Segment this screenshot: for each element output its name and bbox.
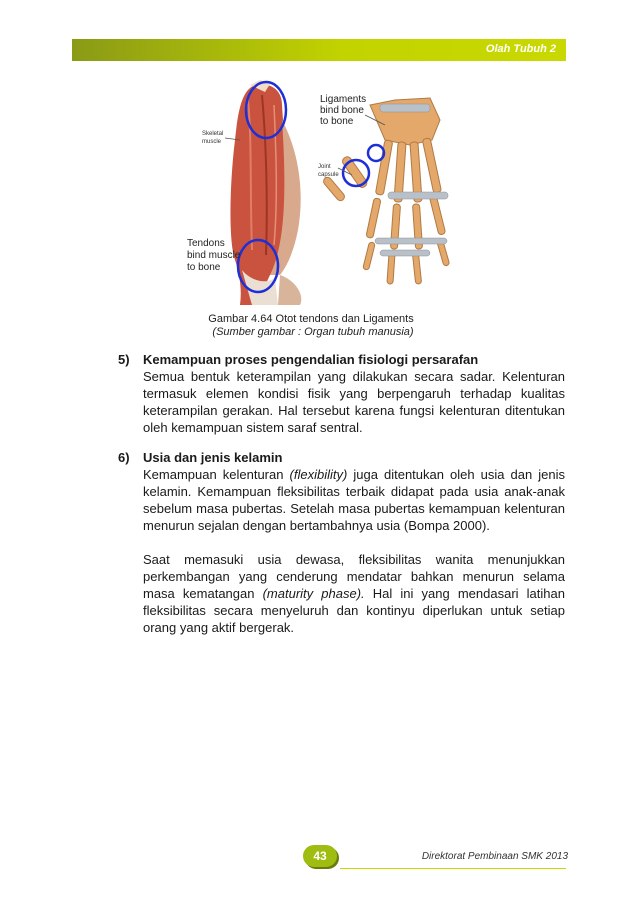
header-title: Olah Tubuh 2 <box>485 43 556 55</box>
section-paragraph: Kemampuan kelenturan (flexibility) juga ditentukan oleh usia dan jenis kelamin. Kemampuan fleksibilitas terbaik didapat pada usia anak-anak sebelum masa pubertas. Setelah masa pubertas kemampuan kelenturan menurun sejalan dengan bertambahnya usia (Bompa 2000). <box>143 467 565 533</box>
skeletal-label-line2: muscle <box>202 139 222 145</box>
ligaments-label-line2: bind bone <box>320 105 364 116</box>
header-bar <box>72 39 566 61</box>
tendons-label-line2: bind muscle <box>187 250 241 261</box>
ligaments-label-line1: Ligaments <box>320 94 367 105</box>
joint-circle-2 <box>368 145 384 161</box>
figure-caption: Gambar 4.64 Otot tendons dan Ligaments <box>208 313 414 325</box>
anatomy-figure <box>170 80 460 305</box>
section-number: 5) <box>118 352 130 367</box>
section-paragraph: Semua bentuk keterampilan yang dilakukan secara sadar. Kelenturan termasuk elemen kondisi fisik yang berpengaruh terhadap kualitas keterampilan gerakan. Hal tersebut karena fungsi kelenturan ditentukan oleh kemampuan sistem saraf sentral. <box>143 369 565 435</box>
tendons-label-line3: to bone <box>187 262 221 273</box>
section-number: 6) <box>118 450 130 465</box>
page-number-badge: 43 <box>303 845 337 867</box>
section-5 <box>118 351 565 436</box>
section-6 <box>118 449 565 636</box>
tendons-label-line1: Tendons <box>187 238 225 249</box>
ligaments-label-line3: to bone <box>320 116 354 127</box>
arm-muscle-illustration <box>230 80 301 305</box>
figure-source: (Sumber gambar : Organ tubuh manusia) <box>212 326 414 338</box>
section-paragraph-2: Saat memasuki usia dewasa, fleksibilitas wanita menunjukkan perkembangan yang cenderung mendatar bahkan menurun selama masa kematangan (maturity phase). Hal ini yang mendasari latihan fleksibilitas secara menyeluruh dan kontinyu diperlukan untuk setiap orang yang aktif bergerak. <box>143 552 565 635</box>
footer-publisher: Direktorat Pembinaan SMK 2013 <box>421 851 568 862</box>
joint-label-line2: capsule <box>318 172 339 178</box>
joint-label-line1: Joint <box>318 164 331 170</box>
section-title: Kemampuan proses pengendalian fisiologi persarafan <box>143 352 479 367</box>
section-title: Usia dan jenis kelamin <box>143 450 283 465</box>
skeletal-label-line1: Skeletal <box>202 131 224 137</box>
footer-rule <box>340 868 566 869</box>
